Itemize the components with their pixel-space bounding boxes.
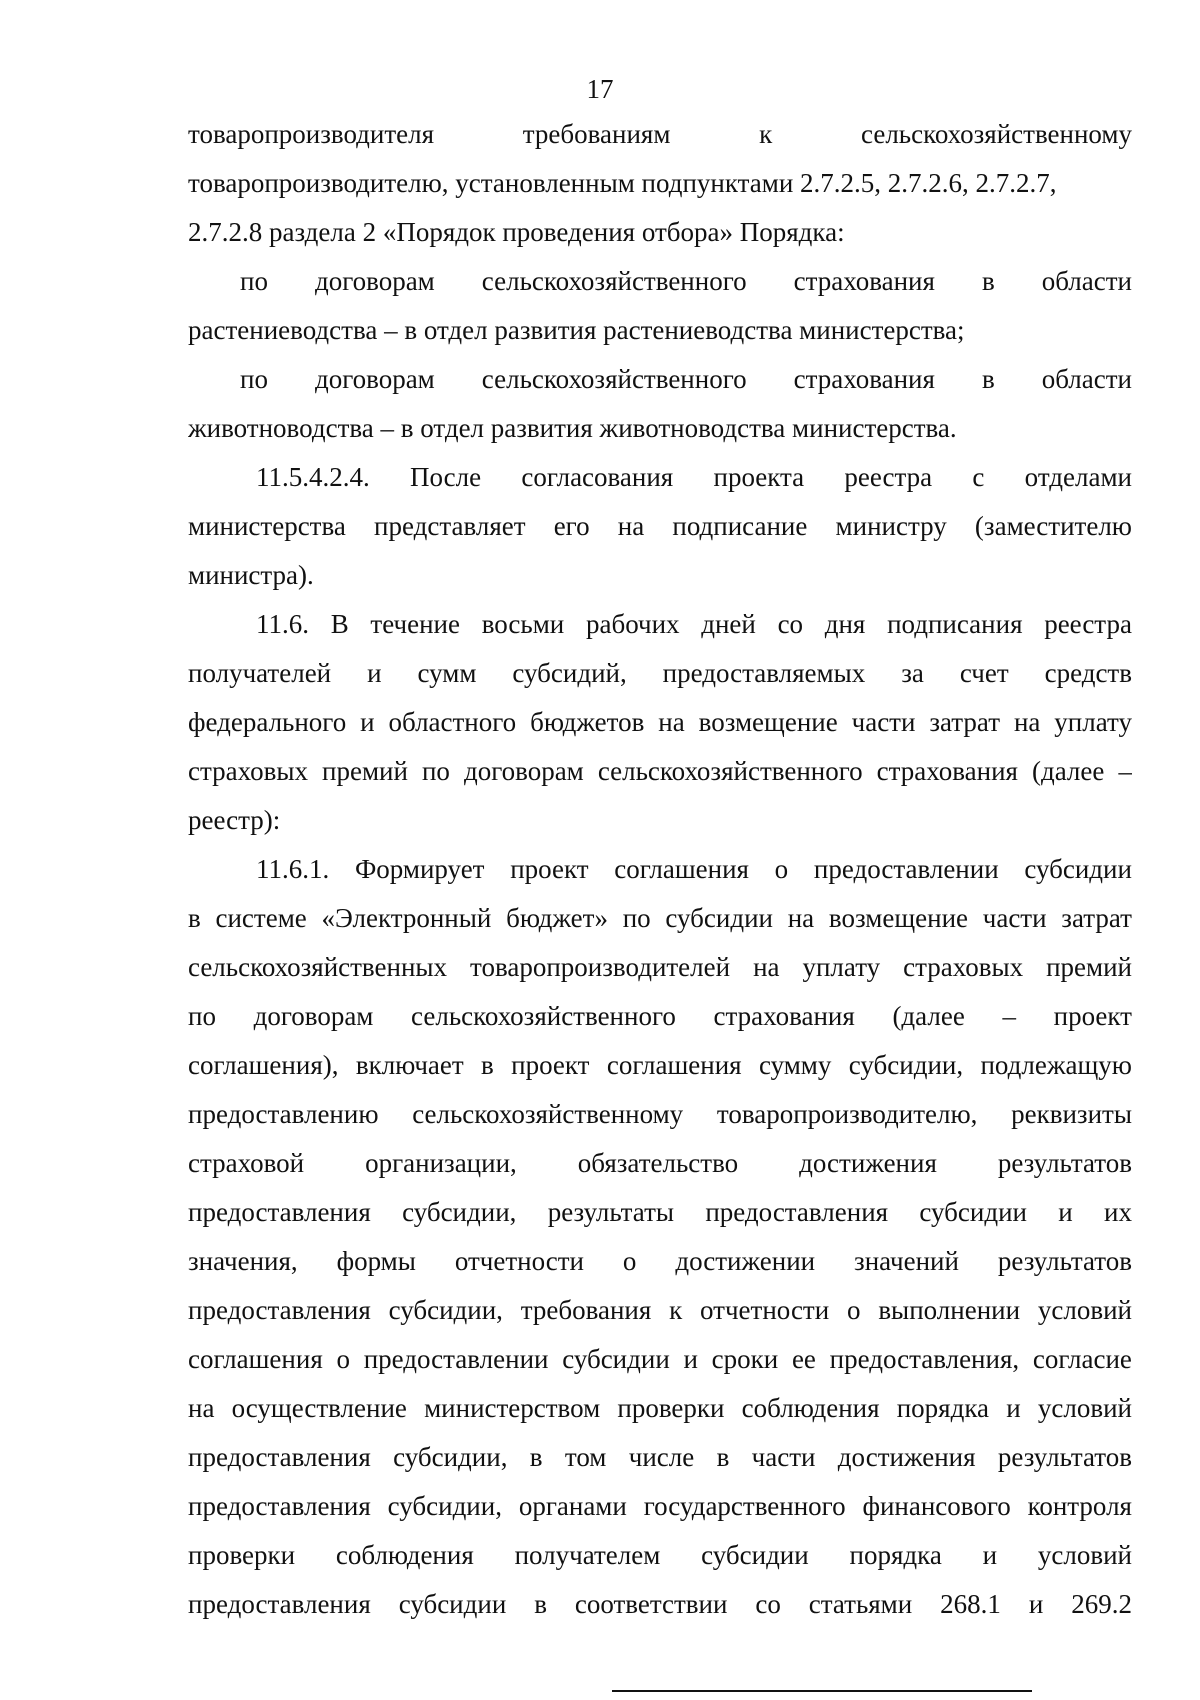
word: затрат (929, 707, 1001, 737)
word: субсидии, (388, 1295, 503, 1325)
word: части (982, 903, 1047, 933)
page-number: 17 (586, 74, 614, 104)
word: условий (1037, 1295, 1132, 1325)
word: получателей (188, 658, 332, 688)
word: к (759, 119, 773, 149)
word: бюджет» (506, 903, 608, 933)
word: соблюдения (335, 1540, 474, 1570)
text-line (188, 845, 1132, 894)
word: о (847, 1295, 861, 1325)
word: на (1013, 707, 1041, 737)
text-line (188, 894, 1132, 943)
word: страховых (188, 756, 308, 786)
word: по (188, 1001, 216, 1031)
text-line (188, 453, 1132, 502)
word: премий (322, 756, 408, 786)
text-line (188, 1237, 1132, 1286)
word: предоставляемых (662, 658, 866, 688)
word: страховых (903, 952, 1024, 982)
word: сумму (758, 1050, 832, 1080)
word: товаропроизводителю, (716, 1099, 978, 1129)
word: по (622, 903, 651, 933)
word: предоставления (188, 1589, 371, 1619)
word: соглашения), (188, 1050, 339, 1080)
word: (далее (892, 1001, 965, 1031)
word: на (188, 1393, 215, 1423)
word: по (240, 364, 268, 394)
word: (заместителю (974, 511, 1132, 541)
word: осуществление (231, 1393, 407, 1423)
word: средств (1044, 658, 1132, 688)
text-line (188, 649, 1132, 698)
word: системе (215, 903, 307, 933)
text-line (188, 747, 1132, 796)
word: страхования (713, 1001, 855, 1031)
word: субсидии (1024, 854, 1132, 884)
word: подписание (672, 511, 808, 541)
word: предоставления (705, 1197, 889, 1227)
word: соглашения (188, 1344, 323, 1374)
word: за (901, 658, 924, 688)
word: в (188, 903, 201, 933)
document-body (188, 110, 1132, 1629)
text-line (188, 1335, 1132, 1384)
word: сельскохозяйственного (481, 364, 747, 394)
word: субсидий, (512, 658, 627, 688)
text-line (188, 502, 1132, 551)
word: соответствии (574, 1589, 728, 1619)
word: – (1002, 1001, 1016, 1031)
word: и (1006, 1393, 1021, 1423)
text-line (188, 1188, 1132, 1237)
word: 11.6.1. (256, 854, 330, 884)
text-line (188, 1041, 1132, 1090)
word: возмещение (828, 903, 968, 933)
word: сельскохозяйственного (411, 1001, 676, 1031)
word: возмещение (698, 707, 838, 737)
text-line (188, 600, 1132, 649)
word: том (564, 1442, 607, 1472)
word: о (774, 854, 789, 884)
word: сумм (417, 658, 477, 688)
word: и (360, 707, 375, 737)
word: премий (1046, 952, 1132, 982)
word: включает (355, 1050, 464, 1080)
word: затрат (1061, 903, 1132, 933)
word: достижении (675, 1246, 816, 1276)
word: значений (854, 1246, 959, 1276)
word: по (240, 266, 268, 296)
text-line (188, 257, 1132, 306)
word: предоставления (188, 1295, 371, 1325)
word: дня (824, 609, 866, 639)
word: с (972, 462, 985, 492)
text-line: реестр): (188, 805, 281, 835)
word: уплату (1054, 707, 1132, 737)
word: на (658, 707, 685, 737)
word: сельскохозяйственного (597, 756, 863, 786)
word: и (982, 1540, 998, 1570)
word: обязательство (577, 1148, 739, 1178)
word: страхования (876, 756, 1018, 786)
word: проект (510, 854, 589, 884)
word: сельскохозяйственному (861, 119, 1132, 149)
text-line: министра). (188, 560, 314, 590)
word: и (1058, 1197, 1073, 1227)
word: выполнении (878, 1295, 1021, 1325)
word: значения, (188, 1246, 298, 1276)
word: предоставлении (363, 1344, 549, 1374)
word: 11.5.4.2.4. (256, 462, 370, 492)
footer-divider (612, 1690, 1032, 1692)
word: организации, (365, 1148, 517, 1178)
word: субсидии, (402, 1197, 517, 1227)
word: подписания (887, 609, 1023, 639)
word: требованиям (522, 119, 671, 149)
word: порядка (896, 1393, 990, 1423)
text-line: растениеводства – в отдел развития растениеводства министерства; (188, 315, 965, 345)
word: области (1041, 266, 1132, 296)
text-line (188, 355, 1132, 404)
word: реквизиты (1011, 1099, 1132, 1129)
word: страховой (188, 1148, 305, 1178)
word: сельскохозяйственному (412, 1099, 684, 1129)
word: предоставлению (188, 1099, 379, 1129)
word: предоставления, (829, 1344, 1020, 1374)
word: реестра (844, 462, 933, 492)
word: договорам (314, 266, 435, 296)
text-line (188, 1482, 1132, 1531)
word: (далее (1031, 756, 1105, 786)
text-line (188, 1580, 1132, 1629)
word: на (617, 511, 645, 541)
word: согласие (1032, 1344, 1132, 1374)
word: органами (518, 1491, 627, 1521)
word: государственного (643, 1491, 846, 1521)
word: отчетности (700, 1295, 830, 1325)
word: субсидии, (393, 1442, 508, 1472)
word: к (669, 1295, 683, 1325)
word: соглашения (614, 854, 749, 884)
word: результатов (997, 1246, 1132, 1276)
word: на (753, 952, 780, 982)
text-line (188, 1433, 1132, 1482)
word: требования (520, 1295, 652, 1325)
text-line (188, 1384, 1132, 1433)
word: предоставления (188, 1197, 371, 1227)
word: страхования (793, 364, 935, 394)
word: на (787, 903, 815, 933)
word: условий (1037, 1540, 1132, 1570)
word: федерального (188, 707, 347, 737)
word: соглашения (606, 1050, 742, 1080)
word: их (1104, 1197, 1132, 1227)
word: достижения (799, 1148, 937, 1178)
word: и (683, 1344, 698, 1374)
word: субсидии (665, 903, 773, 933)
word: области (1041, 364, 1132, 394)
text-line: животноводства – в отдел развития животноводства министерства. (188, 413, 957, 443)
text-line (188, 1286, 1132, 1335)
word: После (410, 462, 482, 492)
text-line (188, 943, 1132, 992)
word: течение (370, 609, 460, 639)
word: предоставления (188, 1442, 371, 1472)
word: достижения (837, 1442, 976, 1472)
word: контроля (1027, 1491, 1132, 1521)
word: страхования (793, 266, 935, 296)
word: финансового (862, 1491, 1011, 1521)
word: министру (835, 511, 947, 541)
word: бюджетов (530, 707, 645, 737)
word: субсидии (701, 1540, 809, 1570)
word: предоставления (188, 1491, 371, 1521)
word: по (421, 756, 450, 786)
word: договорам (253, 1001, 374, 1031)
word: предоставлении (813, 854, 999, 884)
text-line: товаропроизводителю, установленным подпунктами 2.7.2.5, 2.7.2.6, 2.7.2.7, (188, 168, 1057, 198)
word: сельскохозяйственного (481, 266, 747, 296)
word: подлежащую (980, 1050, 1132, 1080)
word: статьями (808, 1589, 913, 1619)
word: уплату (802, 952, 881, 982)
word: восьми (481, 609, 565, 639)
word: сельскохозяйственных (188, 952, 448, 982)
word: со (755, 1589, 781, 1619)
word: субсидии, (848, 1050, 964, 1080)
word: Формирует (354, 854, 485, 884)
word: результаты (547, 1197, 675, 1227)
word: счет (959, 658, 1009, 688)
word: проверки (188, 1540, 296, 1570)
word: формы (336, 1246, 416, 1276)
word: в (981, 266, 995, 296)
word: – (1118, 756, 1132, 786)
word: части (751, 1442, 816, 1472)
text-line (188, 1090, 1132, 1139)
word: его (553, 511, 590, 541)
word: получателем (514, 1540, 661, 1570)
word: условий (1037, 1393, 1132, 1423)
text-line (188, 110, 1132, 159)
word: проекта (713, 462, 805, 492)
word: товаропроизводителя (188, 119, 435, 149)
word: субсидии (398, 1589, 507, 1619)
word: со (777, 609, 804, 639)
word: части (851, 707, 916, 737)
word: в (534, 1589, 547, 1619)
word: в (981, 364, 995, 394)
word: рабочих (585, 609, 680, 639)
word: ее (791, 1344, 816, 1374)
word: договорам (314, 364, 435, 394)
word: проект (511, 1050, 590, 1080)
word: сроки (711, 1344, 779, 1374)
word: в (481, 1050, 494, 1080)
word: и (367, 658, 382, 688)
word: министерства (188, 511, 346, 541)
word: субсидии (919, 1197, 1027, 1227)
word: представляет (374, 511, 526, 541)
text-line: 2.7.2.8 раздела 2 «Порядок проведения отбора» Порядка: (188, 217, 845, 247)
word: субсидии, (387, 1491, 502, 1521)
word: товаропроизводителей (470, 952, 731, 982)
word: «Электронный (321, 903, 492, 933)
text-line (188, 1531, 1132, 1580)
word: областного (388, 707, 517, 737)
word: договорам (463, 756, 584, 786)
word: порядка (849, 1540, 942, 1570)
word: отчетности (454, 1246, 584, 1276)
word: проверки (617, 1393, 725, 1423)
word: отделами (1024, 462, 1132, 492)
word: 269.2 (1071, 1589, 1132, 1619)
word: министерством (424, 1393, 601, 1423)
word: о (336, 1344, 350, 1374)
text-line (188, 1139, 1132, 1188)
word: В (330, 609, 349, 639)
word: согласования (521, 462, 674, 492)
text-line (188, 698, 1132, 747)
word: результатов (997, 1148, 1132, 1178)
word: результатов (997, 1442, 1132, 1472)
text-line (188, 992, 1132, 1041)
word: соблюдения (741, 1393, 880, 1423)
word: дней (701, 609, 756, 639)
word: 11.6. (256, 609, 309, 639)
word: проект (1053, 1001, 1132, 1031)
word: в (716, 1442, 730, 1472)
word: о (622, 1246, 637, 1276)
word: в (529, 1442, 543, 1472)
word: реестра (1044, 609, 1132, 639)
word: числе (628, 1442, 695, 1472)
word: субсидии (562, 1344, 670, 1374)
word: 268.1 (940, 1589, 1001, 1619)
word: и (1028, 1589, 1044, 1619)
